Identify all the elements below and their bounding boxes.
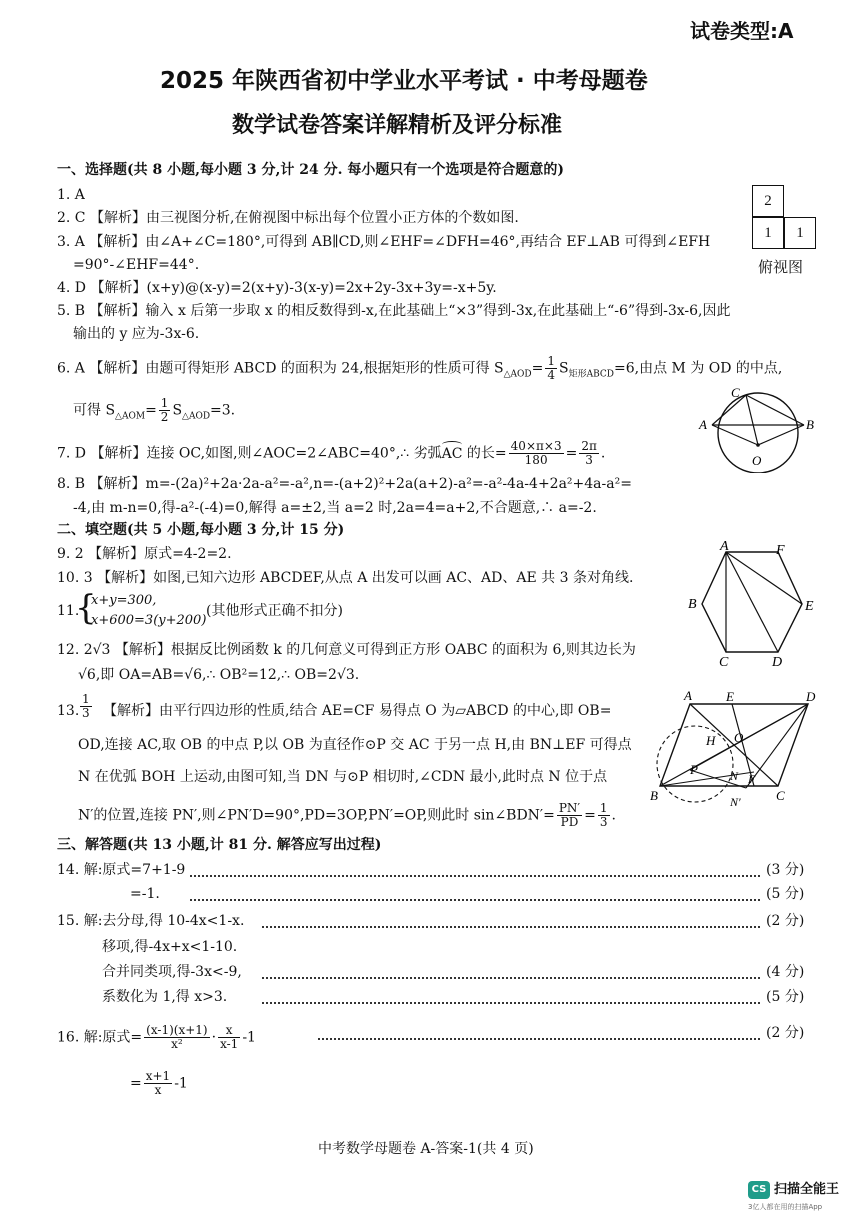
page-footer: 中考数学母题卷 A-答案-1(共 4 页) <box>318 1141 534 1157</box>
answer-q3-line1: 3. A 【解析】由∠A+∠C=180°,可得到 AB∥CD,则∠EHF=∠DFH=46°,再结合 EF⊥AB 可得到∠EFH <box>57 234 711 250</box>
scanner-logo-icon: CS <box>748 1181 770 1199</box>
parallelogram-label: D <box>806 689 816 704</box>
scanner-logo-text: 扫描全能王 <box>774 1182 840 1197</box>
parallelogram-label: E <box>726 689 734 704</box>
dotted-leader <box>190 875 760 877</box>
parallelogram-label: A <box>684 688 692 703</box>
answer-q11-note: (其他形式正确不扣分) <box>206 603 343 619</box>
answer-q11-eq1: x+y=300, <box>91 593 157 608</box>
answer-q12-line1: 12. 2√3 【解析】根据反比例函数 k 的几何意义可得到正方形 OABC 的面积为 6,则其边长为 <box>57 642 636 658</box>
answer-q1: 1. A <box>57 187 85 203</box>
answer-q13-value: $\frac{1}{3}$ <box>82 692 90 720</box>
parallelogram-label: P <box>690 762 698 777</box>
page-title: 2025 年陕西省初中学业水平考试 · 中考母题卷 <box>160 68 648 94</box>
page-subtitle: 数学试卷答案详解精析及评分标准 <box>232 113 563 138</box>
score-mark: (5 分) <box>766 989 805 1005</box>
top-view-cell: 1 <box>752 217 784 249</box>
section-heading-fill: 二、填空题(共 5 小题,每小题 3 分,计 15 分) <box>57 522 345 538</box>
answer-q4: 4. D 【解析】(x+y)@(x-y)=2(x+y)-3(x-y)=2x+2y-3x+3y=-x+5y. <box>57 280 497 296</box>
answer-q5-line2: 输出的 y 应为-3x-6. <box>73 326 200 342</box>
scanner-logo-subtext: 3亿人都在用的扫描App <box>748 1203 823 1211</box>
answer-q12-line2: √6,即 OA=AB=√6,∴ OB²=12,∴ OB=2√3. <box>78 667 360 683</box>
hexagon-label: A <box>720 540 729 554</box>
hexagon-figure <box>688 540 823 670</box>
answer-q15-line2: 移项,得-4x+x<1-10. <box>102 939 238 955</box>
answer-q15-line1: 15. 解:去分母,得 10-4x<1-x. <box>57 913 245 929</box>
answer-q15-line3: 合并同类项,得-3x<-9, <box>102 964 242 980</box>
answer-q9: 9. 2 【解析】原式=4-2=2. <box>57 546 232 562</box>
hexagon-label: C <box>719 655 729 670</box>
answer-q13-line2: OD,连接 AC,取 OB 的中点 P,以 OB 为直径作⊙P 交 AC 于另一点 H,由 BN⊥EF 可得点 <box>78 737 632 753</box>
answer-q13-line1: 【解析】由平行四边形的性质,结合 AE=CF 易得点 O 为▱ABCD 的中心,即 OB= <box>103 703 612 719</box>
score-mark: (5 分) <box>766 886 805 902</box>
dotted-leader <box>262 926 760 928</box>
hexagon-label: F <box>776 543 785 558</box>
answer-q7: 7. D 【解析】连接 OC,如图,则∠AOC=2∠ABC=40°,∴ 劣弧 AC 的长= $\frac{40\times\pi\times 3}{180}$ = $\frac{2\pi}{3}$ . <box>57 439 606 467</box>
hexagon-label: D <box>772 655 783 670</box>
answer-q6-line2: 可得 $S_{\triangle AOM}=$ $\frac{1}{2}$ $S_{\triangle AOD}=3$. <box>73 396 236 424</box>
score-mark: (2 分) <box>766 913 805 929</box>
answer-q14-line1: 14. 解:原式=7+1-9 <box>57 862 186 878</box>
parallelogram-label: O <box>734 730 744 745</box>
parallelogram-label: N′ <box>730 795 741 808</box>
answer-q8-line2: -4,由 m-n=0,得-a²-(-4)=0,解得 a=±2,当 a=2 时,2a=4=a+2,不合题意,∴ a=-2. <box>73 500 597 516</box>
dotted-leader <box>262 1002 760 1004</box>
answer-q11-num: 11. <box>57 603 80 619</box>
section-heading-choice: 一、选择题(共 8 小题,每小题 3 分,计 24 分. 每小题只有一个选项是符合题意的) <box>57 162 564 178</box>
answer-q8-line1: 8. B 【解析】m=-(2a)²+2a·2a-a²=-a²,n=-(a+2)²+2a(a+2)-a²=-a²-4a-4+2a²+4a-a²= <box>57 476 632 492</box>
score-mark: (4 分) <box>766 964 805 980</box>
top-view-cell: 1 <box>784 217 816 249</box>
parallelogram-label: C <box>776 788 785 803</box>
dotted-leader <box>190 899 760 901</box>
circle-label: C <box>731 385 740 400</box>
parallelogram-figure <box>650 688 820 808</box>
paper-type: 试卷类型:A <box>690 19 794 43</box>
parallelogram-label: B <box>650 788 658 803</box>
dotted-leader <box>262 977 760 979</box>
circle-label: O <box>752 453 762 468</box>
top-view-cell: 2 <box>752 185 784 217</box>
answer-q13-line3: N 在优弧 BOH 上运动,由图可知,当 DN 与⊙P 相切时,∠CDN 最小,此时点 N 位于点 <box>78 769 608 785</box>
top-view-caption: 俯视图 <box>758 258 804 276</box>
hexagon-label: B <box>688 597 697 612</box>
system-brace: { <box>75 588 97 628</box>
dotted-leader <box>318 1038 760 1040</box>
circle-label: A <box>699 417 707 432</box>
answer-q11-eq2: x+600=3(y+200) <box>91 613 207 628</box>
parallelogram-label: N <box>730 769 739 783</box>
answer-q13-num: 13. <box>57 703 80 719</box>
answer-q10: 10. 3 【解析】如图,已知六边形 ABCDEF,从点 A 出发可以画 AC、AD、AE 共 3 条对角线. <box>57 570 634 586</box>
answer-q15-line4: 系数化为 1,得 x>3. <box>102 989 228 1005</box>
circle-label: B <box>806 417 814 432</box>
score-mark: (2 分) <box>766 1025 805 1041</box>
answer-q5-line1: 5. B 【解析】输入 x 后第一步取 x 的相反数得到-x,在此基础上“×3”得到-3x,在此基础上“-6”得到-3x-6,因此 <box>57 303 731 319</box>
answer-q2: 2. C 【解析】由三视图分析,在俯视图中标出每个位置小正方体的个数如图. <box>57 210 519 226</box>
hexagon-label: E <box>805 599 814 614</box>
score-mark: (3 分) <box>766 862 805 878</box>
answer-q13-line4: N′的位置,连接 PN′,则∠PN′D=90°,PD=3OP,PN′=OP,则此时 sin∠BDN′= $\frac{PN'}{PD}$ = $\frac{1}{3}$ . <box>78 801 616 829</box>
answer-q16-line2: = $\frac{x+1}{x}$ -1 <box>130 1069 188 1097</box>
answer-q14-line2: =-1. <box>130 886 160 902</box>
section-heading-solve: 三、解答题(共 13 小题,计 81 分. 解答应写出过程) <box>57 837 382 853</box>
parallelogram-label: H <box>706 733 716 748</box>
answer-q16-line1: 16. 解:原式= $\frac{(x-1)(x+1)}{\text{x²}}$ · $\frac{x}{x-1}$ -1 <box>57 1023 256 1051</box>
parallelogram-label: F <box>748 772 756 786</box>
answer-q6-line1: 6. A 【解析】由题可得矩形 ABCD 的面积为 24,根据矩形的性质可得 $S_{\triangle AOD}=$ $\frac{1}{4}$ $S_{矩形ABCD}=6$,由点 M 为 OD 的中点, <box>57 354 783 382</box>
answer-q3-line2: =90°-∠EHF=44°. <box>73 257 200 273</box>
scanner-logo <box>748 1179 858 1219</box>
circle-figure <box>698 385 820 473</box>
